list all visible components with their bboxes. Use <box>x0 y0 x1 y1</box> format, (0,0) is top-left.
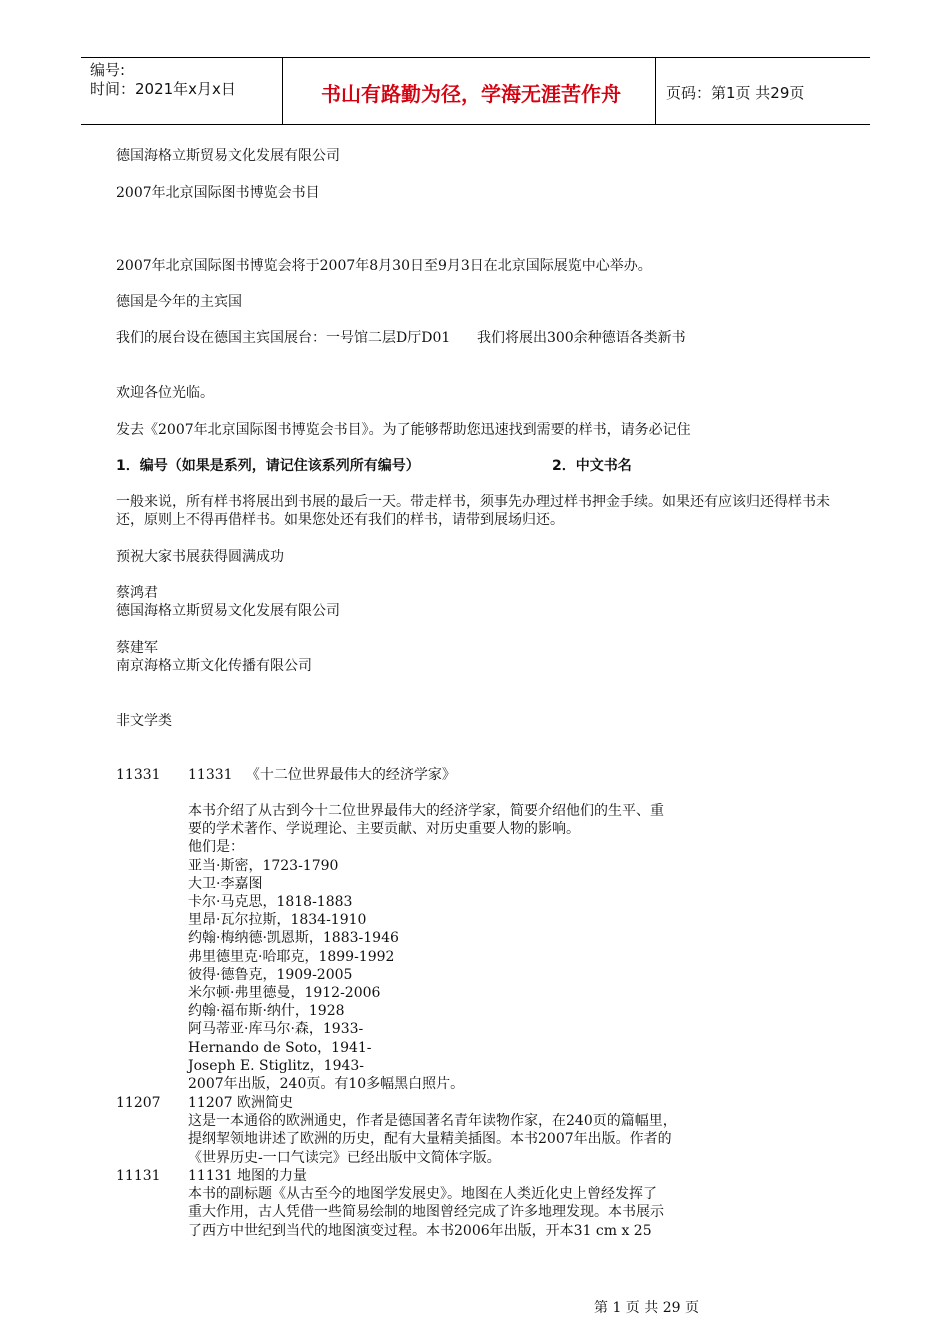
book-description <box>188 1167 748 1240</box>
desc-line: 提纲挈领地讲述了欧洲的历史，配有大量精美插图。本书2007年出版。作者的 <box>188 1131 672 1148</box>
desc-line: 重大作用，古人凭借一些简易绘制的地图曾经完成了许多地理发现。本书展示 <box>188 1204 664 1221</box>
catalog-title: 2007年北京国际图书博览会书目 <box>116 185 320 201</box>
desc-line: 阿马蒂亚·库马尔·森，1933- <box>188 1021 364 1038</box>
desc-line: Hernando de Soto，1941- <box>188 1039 372 1056</box>
desc-line: 本书介绍了从古到今十二位世界最伟大的经济学家，简要介绍他们的生平、重 <box>188 803 664 819</box>
desc-line: 11131 地图的力量 <box>188 1168 307 1184</box>
header-page-info: 页码：第1页 共29页 <box>666 84 805 102</box>
header-divider-right <box>655 57 656 125</box>
category-label: 非文学类 <box>116 713 172 729</box>
desc-line: 彼得·德鲁克，1909-2005 <box>188 966 353 983</box>
desc-line: 了西方中世纪到当代的地图演变过程。本书2006年出版，开本31 cm x 25 <box>188 1222 652 1239</box>
desc-line: 约翰·梅纳德·凯恩斯，1883-1946 <box>188 930 399 947</box>
desc-line: 大卫·李嘉图 <box>188 875 263 892</box>
welcome-text: 欢迎各位光临。 <box>116 385 214 401</box>
book-code: 11131 <box>116 1168 161 1184</box>
desc-line: 卡尔·马克思，1818-1883 <box>188 894 353 911</box>
book-code: 11331 <box>116 767 161 783</box>
header-bottom-rule <box>81 124 870 125</box>
header-code-label: 编号: <box>90 61 126 79</box>
book-code: 11207 <box>116 1095 161 1111</box>
page-footer: 第 1 页 共 29 页 <box>594 1300 699 1316</box>
desc-line: 要的学术著作、学说理论、主要贡献、对历史重要人物的影响。 <box>188 821 580 838</box>
book-description <box>188 1094 748 1167</box>
desc-line: 11207 欧洲简史 <box>188 1095 293 1111</box>
company-name: 德国海格立斯贸易文化发展有限公司 <box>116 148 340 164</box>
wish-text: 预祝大家书展获得圆满成功 <box>116 549 284 565</box>
signer2-name: 蔡建军 <box>116 640 158 656</box>
signer1-company: 德国海格立斯贸易文化发展有限公司 <box>116 603 340 619</box>
signer1-name: 蔡鸿君 <box>116 585 158 601</box>
desc-line: 2007年出版，240页。有10多幅黑白照片。 <box>188 1076 465 1093</box>
header-top-rule <box>81 57 870 58</box>
desc-line: 弗里德里克·哈耶克，1899-1992 <box>188 948 395 965</box>
desc-line: 米尔顿·弗里德曼，1912-2006 <box>188 985 381 1002</box>
desc-line: 他们是： <box>188 839 244 856</box>
desc-line: 这是一本通俗的欧洲通史，作者是德国著名青年读物作家，在240页的篇幅里， <box>188 1113 677 1130</box>
desc-line: Joseph E. Stiglitz，1943- <box>188 1057 365 1074</box>
booth-info: 我们的展台设在德国主宾国展台：一号馆二层D厅D01 我们将展出300余种德语各类新书 <box>116 330 686 346</box>
book-description <box>188 802 748 1093</box>
header-divider-left <box>282 57 283 125</box>
desc-line: 本书的副标题《从古至今的地图学发展史》。地图在人类近化史上曾经发挥了 <box>188 1186 657 1203</box>
book-title-line: 11331 《十二位世界最伟大的经济学家》 <box>188 767 456 783</box>
remember-item-2: 2．中文书名 <box>552 458 632 474</box>
desc-line: 《世界历史-一口气读完》已经出版中文简体字版。 <box>188 1149 501 1166</box>
desc-line: 约翰·福布斯·纳什，1928 <box>188 1003 345 1020</box>
header-meta <box>90 61 236 99</box>
signer2-company: 南京海格立斯文化传播有限公司 <box>116 658 312 674</box>
guest-country: 德国是今年的主宾国 <box>116 294 242 310</box>
desc-line: 亚当·斯密，1723-1790 <box>188 857 339 874</box>
header-motto: 书山有路勤为径，学海无涯苦作舟 <box>321 82 621 106</box>
header-date: 时间：2021年x月x日 <box>90 80 236 98</box>
announcement: 2007年北京国际图书博览会将于2007年8月30日至9月3日在北京国际展览中心举办。 <box>116 258 652 274</box>
remember-item-1: 1．编号（如果是系列，请记住该系列所有编号） <box>116 458 420 474</box>
send-out-text: 发去《2007年北京国际图书博览会书目》。为了能够帮助您迅速找到需要的样书，请务必记住 <box>116 422 691 438</box>
desc-line: 里昂·瓦尔拉斯，1834-1910 <box>188 912 367 929</box>
rules-paragraph: 一般来说，所有样书将展出到书展的最后一天。带走样书，须事先办理过样书押金手续。如果还有应该归还得样书未还，原则上不得再借样书。如果您处还有我们的样书，请带到展场归还。 <box>116 494 830 528</box>
